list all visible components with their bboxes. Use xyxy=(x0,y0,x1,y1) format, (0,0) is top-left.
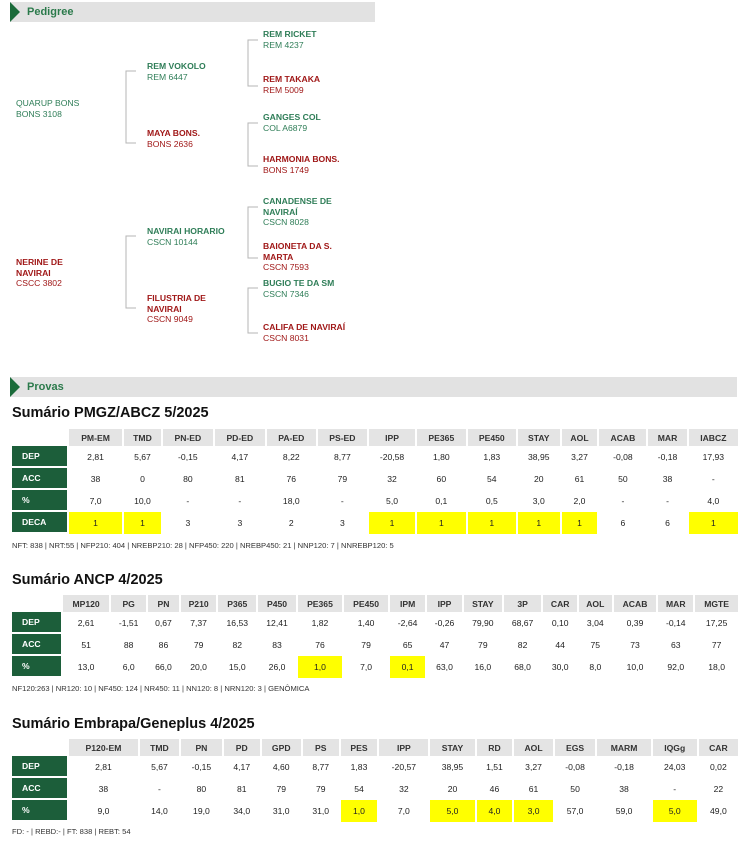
table-cell: 79 xyxy=(276,784,287,794)
header-blank-cell xyxy=(12,429,67,446)
table-cell: 82 xyxy=(232,640,243,650)
column-header: MP120 xyxy=(63,595,109,612)
column-header: P210 xyxy=(181,595,217,612)
column-header: IPP xyxy=(379,739,428,756)
table-cell: 1,80 xyxy=(432,452,450,462)
table-cell: -2,64 xyxy=(397,618,418,628)
column-header: MAR xyxy=(658,595,693,612)
table-cell: 19,0 xyxy=(193,806,210,816)
dam-dam-node[interactable] xyxy=(147,293,206,325)
column-header: CAR xyxy=(543,595,576,612)
table-cell: 4,0 xyxy=(477,800,513,822)
node-id: CSCC 3802 xyxy=(16,278,62,289)
table-cell: 49,0 xyxy=(710,806,727,816)
column-header: STAY xyxy=(464,595,502,612)
table-cell: 81 xyxy=(236,784,247,794)
table-row xyxy=(12,512,738,534)
table-cell: 15,0 xyxy=(228,662,246,672)
column-header: PG xyxy=(111,595,146,612)
column-header: ACAB xyxy=(614,595,657,612)
table-cell: 79 xyxy=(315,784,326,794)
table-cell: 68,0 xyxy=(514,662,531,672)
table-cell: 8,0 xyxy=(589,662,602,672)
node-name-line-1: CANADENSE DE xyxy=(263,196,332,206)
column-header: IQGg xyxy=(653,739,697,756)
table-cell: -0,15 xyxy=(178,452,198,462)
table-cell: 68,67 xyxy=(511,618,534,628)
table-cell: 82 xyxy=(517,640,528,650)
node-id: CSCN 7593 xyxy=(263,262,309,273)
node-name-line-2: NAVIRAI xyxy=(147,303,182,314)
summary-title-embrapa: Sumário Embrapa/Geneplus 4/2025 xyxy=(12,716,255,732)
column-header: PE365 xyxy=(417,429,465,446)
table-cell: 17,93 xyxy=(702,452,725,462)
table-cell: 17,25 xyxy=(705,618,728,628)
table-cell: 31,0 xyxy=(312,806,330,816)
table-cell: 1,0 xyxy=(341,800,378,822)
table-cell: 38 xyxy=(662,474,673,484)
node-id: COL A6879 xyxy=(263,122,308,133)
table-cell: 81 xyxy=(235,474,245,484)
table-row xyxy=(12,490,738,512)
table-cell: 80 xyxy=(196,784,207,794)
node-id: REM 6447 xyxy=(147,71,188,82)
table-cell: 57,0 xyxy=(566,806,584,816)
table-cell: 1 xyxy=(562,512,598,534)
table-cell: 6 xyxy=(620,518,626,528)
table-cell: 10,0 xyxy=(626,662,644,672)
table-cell: 1,51 xyxy=(486,762,503,772)
column-header: 3P xyxy=(504,595,542,612)
animal-dam-node[interactable] xyxy=(16,257,63,289)
table-cell: -1,51 xyxy=(118,618,139,628)
table-cell: - xyxy=(711,474,715,484)
column-header: PE450 xyxy=(344,595,388,612)
table-cell: 6,0 xyxy=(122,662,135,672)
column-header: IPM xyxy=(390,595,425,612)
table-cell: 2,81 xyxy=(87,452,104,462)
summary-table-embrapa xyxy=(10,739,740,822)
table-cell: 83 xyxy=(272,640,282,650)
row-label: % xyxy=(12,800,67,822)
column-header: IPP xyxy=(369,429,415,446)
table-cell: 0,67 xyxy=(155,618,172,628)
row-label: DEP xyxy=(12,446,67,468)
table-cell: 76 xyxy=(315,640,325,650)
table-row xyxy=(12,778,738,800)
column-header: AOL xyxy=(579,595,612,612)
table-cell: 18,0 xyxy=(282,496,300,506)
table-cell: 7,0 xyxy=(397,806,410,816)
table-cell: 3,27 xyxy=(525,762,542,772)
node-id: REM 4237 xyxy=(263,39,304,50)
node-name: GANGES COL xyxy=(263,112,321,122)
table-cell: 61 xyxy=(574,474,585,484)
table-row xyxy=(12,468,738,490)
column-header: P120-EM xyxy=(69,739,138,756)
table-cell: 1 xyxy=(518,512,559,534)
table-cell: 1,0 xyxy=(298,656,342,678)
node-name-line-1: FILUSTRIA DE xyxy=(147,293,206,303)
table-cell: 61 xyxy=(528,784,539,794)
table-cell: 1 xyxy=(69,512,122,534)
table-cell: 65 xyxy=(402,640,413,650)
table-cell: 2,81 xyxy=(95,762,112,772)
table-cell: -0,18 xyxy=(614,762,634,772)
table-cell: 8,77 xyxy=(334,452,351,462)
table-cell: - xyxy=(666,496,669,506)
summary-note-pmgz: NFT: 838 | NRT:55 | NFP210: 404 | NREBP210: 28 | NFP450: 220 | NREBP450: 21 | NNP120: 7 | NNREBP120: 5 xyxy=(12,541,394,550)
column-header: RD xyxy=(477,739,513,756)
table-cell: 50 xyxy=(618,474,628,484)
summary-note-ancp: NF120:263 | NR120: 10 | NF450: 124 | NR450: 11 | NN120: 8 | NRN120: 3 | GENÔMICA xyxy=(12,684,310,693)
table-cell: 16,53 xyxy=(226,618,249,628)
table-cell: 10,0 xyxy=(134,496,151,506)
node-id: BONS 2636 xyxy=(147,138,193,149)
node-name-line-2: NAVIRAI xyxy=(16,267,51,278)
table-cell: 76 xyxy=(286,474,297,484)
table-cell: 88 xyxy=(123,640,134,650)
table-cell: 0,10 xyxy=(551,618,569,628)
g3-node-3[interactable] xyxy=(263,112,321,133)
column-header: PN xyxy=(148,595,179,612)
table-cell: 46 xyxy=(489,784,500,794)
summary-table-pmgz xyxy=(10,429,740,534)
table-cell: -0,08 xyxy=(613,452,633,462)
summary-header-row xyxy=(12,739,738,756)
sire-sire-node[interactable] xyxy=(147,61,206,82)
table-cell: 0,39 xyxy=(626,618,644,628)
table-cell: 5,67 xyxy=(151,762,168,772)
table-cell: - xyxy=(621,496,625,506)
table-cell: 38 xyxy=(90,474,101,484)
table-cell: 54 xyxy=(487,474,497,484)
table-cell: 38 xyxy=(98,784,109,794)
table-cell: 63 xyxy=(671,640,681,650)
table-cell: 8,77 xyxy=(312,762,330,772)
table-cell: 1,82 xyxy=(311,618,329,628)
summary-table-ancp xyxy=(10,595,740,678)
pedigree-header-label: Pedigree xyxy=(27,6,74,18)
node-id: BONS 1749 xyxy=(263,164,309,175)
node-name: QUARUP BONS xyxy=(16,98,80,108)
g3-node-7[interactable] xyxy=(263,278,334,299)
sire-dam-node[interactable] xyxy=(147,128,200,149)
table-cell: 38,95 xyxy=(528,452,550,462)
table-cell: 4,0 xyxy=(707,496,720,506)
table-cell: 20 xyxy=(533,474,544,484)
row-label: ACC xyxy=(12,778,67,800)
table-cell: 66,0 xyxy=(155,662,172,672)
column-header: PM-EM xyxy=(69,429,122,446)
column-header: ACAB xyxy=(599,429,646,446)
node-name: MAYA BONS. xyxy=(147,128,201,138)
column-header: MAR xyxy=(648,429,686,446)
table-row xyxy=(12,446,738,468)
node-name: CALIFA DE NAVIRAÍ xyxy=(263,322,346,332)
table-cell: 31,0 xyxy=(272,806,290,816)
dam-sire-node[interactable] xyxy=(147,226,225,247)
column-header: MGTE xyxy=(695,595,738,612)
summary-note-embrapa: FD: - | REBD:- | FT: 838 | REBT: 54 xyxy=(12,827,131,836)
table-cell: 1 xyxy=(689,512,738,534)
table-cell: 3,0 xyxy=(532,496,545,506)
table-cell: 12,41 xyxy=(266,618,288,628)
table-cell: 59,0 xyxy=(615,806,633,816)
table-cell: 73 xyxy=(630,640,640,650)
node-id: CSCN 7346 xyxy=(263,288,309,299)
table-cell: 7,0 xyxy=(360,662,373,672)
row-label: ACC xyxy=(12,634,61,656)
table-cell: -20,57 xyxy=(391,762,417,772)
g3-node-1[interactable] xyxy=(263,29,316,50)
node-name-line-1: NERINE DE xyxy=(16,257,63,267)
node-name: REM RICKET xyxy=(263,29,317,39)
table-row xyxy=(12,656,738,678)
table-cell: 1,40 xyxy=(357,618,375,628)
g3-node-4[interactable] xyxy=(263,154,340,175)
table-cell: 22 xyxy=(713,784,724,794)
column-header: PE450 xyxy=(468,429,516,446)
table-cell: -0,15 xyxy=(191,762,212,772)
g3-node-6[interactable] xyxy=(263,241,332,273)
table-cell: 60 xyxy=(436,474,447,484)
table-cell: 75 xyxy=(590,640,601,650)
column-header: PS xyxy=(303,739,339,756)
row-label: % xyxy=(12,490,67,512)
table-cell: - xyxy=(340,496,344,506)
table-cell: 3 xyxy=(237,518,243,528)
table-cell: 79 xyxy=(337,474,348,484)
node-id: BONS 3108 xyxy=(16,108,62,119)
row-label: DEP xyxy=(12,756,67,778)
row-label: DEP xyxy=(12,612,61,634)
column-header: PD xyxy=(224,739,260,756)
table-row xyxy=(12,634,738,656)
table-cell: 2,61 xyxy=(77,618,95,628)
summary-header-row xyxy=(12,429,738,446)
table-cell: 79,90 xyxy=(472,618,494,628)
column-header: PS-ED xyxy=(318,429,367,446)
table-cell: 3,0 xyxy=(514,800,552,822)
column-header: P450 xyxy=(258,595,296,612)
table-cell: 32 xyxy=(387,474,397,484)
column-header: P365 xyxy=(218,595,256,612)
node-name: HARMONIA BONS. xyxy=(263,154,340,164)
column-header: IPP xyxy=(427,595,462,612)
summary-title-pmgz: Sumário PMGZ/ABCZ 5/2025 xyxy=(12,405,209,421)
column-header: PN xyxy=(181,739,222,756)
table-cell: 20 xyxy=(447,784,458,794)
g3-node-2[interactable] xyxy=(263,74,320,95)
table-cell: 3,04 xyxy=(586,618,604,628)
table-cell: 3,27 xyxy=(571,452,588,462)
table-cell: 20,0 xyxy=(190,662,207,672)
table-cell: 9,0 xyxy=(97,806,110,816)
table-cell: 0,5 xyxy=(485,496,498,506)
summary-header-row xyxy=(12,595,738,612)
table-row xyxy=(12,756,738,778)
node-name: REM VOKOLO xyxy=(147,61,206,71)
column-header: PES xyxy=(341,739,378,756)
table-cell: 2,0 xyxy=(573,496,586,506)
table-cell: -0,08 xyxy=(565,762,585,772)
table-cell: 7,0 xyxy=(89,496,102,506)
table-cell: 50 xyxy=(570,784,580,794)
table-cell: 5,0 xyxy=(430,800,474,822)
table-cell: 8,22 xyxy=(282,452,300,462)
node-name-line-2: MARTA xyxy=(263,251,294,262)
table-cell: -20,58 xyxy=(379,452,405,462)
column-header: PE365 xyxy=(298,595,342,612)
table-cell: 24,03 xyxy=(663,762,686,772)
table-cell: 63,0 xyxy=(436,662,453,672)
node-id: CSCN 8028 xyxy=(263,217,309,228)
provas-header xyxy=(10,377,737,397)
table-cell: 16,0 xyxy=(474,662,492,672)
column-header: TMD xyxy=(124,429,161,446)
table-cell: 47 xyxy=(439,640,450,650)
table-cell: 0,1 xyxy=(390,656,425,678)
table-row xyxy=(12,800,738,822)
table-cell: 38 xyxy=(619,784,629,794)
row-label: % xyxy=(12,656,61,678)
row-label: DECA xyxy=(12,512,67,534)
node-id: CSCN 8031 xyxy=(263,332,309,343)
header-blank-cell xyxy=(12,595,61,612)
table-cell: 92,0 xyxy=(667,662,685,672)
column-header: IABCZ xyxy=(689,429,738,446)
table-cell: 51 xyxy=(81,640,91,650)
summary-title-ancp: Sumário ANCP 4/2025 xyxy=(12,572,163,588)
node-name: REM TAKAKA xyxy=(263,74,321,84)
node-name: BUGIO TE DA SM xyxy=(263,278,335,288)
header-blank-cell xyxy=(12,739,67,756)
table-cell: 54 xyxy=(354,784,364,794)
table-cell: 4,17 xyxy=(233,762,251,772)
table-cell: 32 xyxy=(399,784,409,794)
column-header: STAY xyxy=(518,429,559,446)
column-header: AOL xyxy=(562,429,598,446)
column-header: MARM xyxy=(597,739,650,756)
row-label: ACC xyxy=(12,468,67,490)
table-cell: 5,0 xyxy=(386,496,398,506)
table-cell: 1,83 xyxy=(350,762,368,772)
table-cell: 79 xyxy=(193,640,204,650)
table-cell: 5,67 xyxy=(134,452,151,462)
table-cell: 5,0 xyxy=(653,800,697,822)
table-cell: 2 xyxy=(288,518,294,528)
table-cell: 34,0 xyxy=(233,806,251,816)
table-cell: 0,1 xyxy=(435,496,448,506)
column-header: PA-ED xyxy=(267,429,316,446)
provas-header-label: Provas xyxy=(27,381,64,393)
column-header: EGS xyxy=(555,739,596,756)
table-cell: - xyxy=(158,784,161,794)
table-cell: 1 xyxy=(417,512,465,534)
table-cell: 26,0 xyxy=(268,662,286,672)
table-cell: - xyxy=(238,496,242,506)
table-cell: 0 xyxy=(140,474,145,484)
node-id: REM 5009 xyxy=(263,84,304,95)
section-flag-icon xyxy=(10,377,20,397)
column-header: PD-ED xyxy=(215,429,265,446)
node-name: NAVIRAI HORARIO xyxy=(147,226,225,236)
table-cell: 79 xyxy=(361,640,371,650)
table-cell: 86 xyxy=(158,640,169,650)
animal-sire-node[interactable] xyxy=(16,98,79,119)
node-name-line-2: NAVIRAÍ xyxy=(263,206,298,217)
table-cell: - xyxy=(186,496,190,506)
column-header: CAR xyxy=(699,739,738,756)
table-cell: 30,0 xyxy=(551,662,569,672)
table-cell: - xyxy=(673,784,677,794)
node-id: CSCN 9049 xyxy=(147,314,193,325)
column-header: AOL xyxy=(514,739,552,756)
table-cell: 18,0 xyxy=(708,662,725,672)
table-cell: 3 xyxy=(185,518,191,528)
column-header: PN-ED xyxy=(163,429,213,446)
table-cell: -0,26 xyxy=(434,618,455,628)
node-id: CSCN 10144 xyxy=(147,236,198,247)
table-cell: 4,60 xyxy=(272,762,290,772)
table-cell: 6 xyxy=(665,518,670,528)
table-cell: 79 xyxy=(478,640,488,650)
pedigree-connector-lines xyxy=(0,0,742,360)
table-cell: 1 xyxy=(124,512,161,534)
table-cell: 44 xyxy=(555,640,565,650)
table-cell: 3 xyxy=(339,518,345,528)
table-cell: 38,95 xyxy=(441,762,464,772)
table-cell: 1,83 xyxy=(483,452,501,462)
column-header: TMD xyxy=(140,739,179,756)
table-row xyxy=(12,612,738,634)
table-cell: -0,14 xyxy=(665,618,686,628)
table-cell: 80 xyxy=(183,474,193,484)
table-cell: 4,17 xyxy=(231,452,249,462)
column-header: GPD xyxy=(262,739,301,756)
table-cell: 7,37 xyxy=(190,618,207,628)
g3-node-8[interactable] xyxy=(263,322,345,343)
g3-node-5[interactable] xyxy=(263,196,332,228)
table-cell: -0,18 xyxy=(657,452,678,462)
table-cell: 13,0 xyxy=(77,662,95,672)
node-name-line-1: BAIONETA DA S. xyxy=(263,241,332,251)
column-header: STAY xyxy=(430,739,474,756)
table-cell: 77 xyxy=(711,640,722,650)
table-cell: 14,0 xyxy=(151,806,168,816)
table-cell: 1 xyxy=(468,512,516,534)
table-cell: 0,02 xyxy=(710,762,727,772)
table-cell: 1 xyxy=(369,512,415,534)
